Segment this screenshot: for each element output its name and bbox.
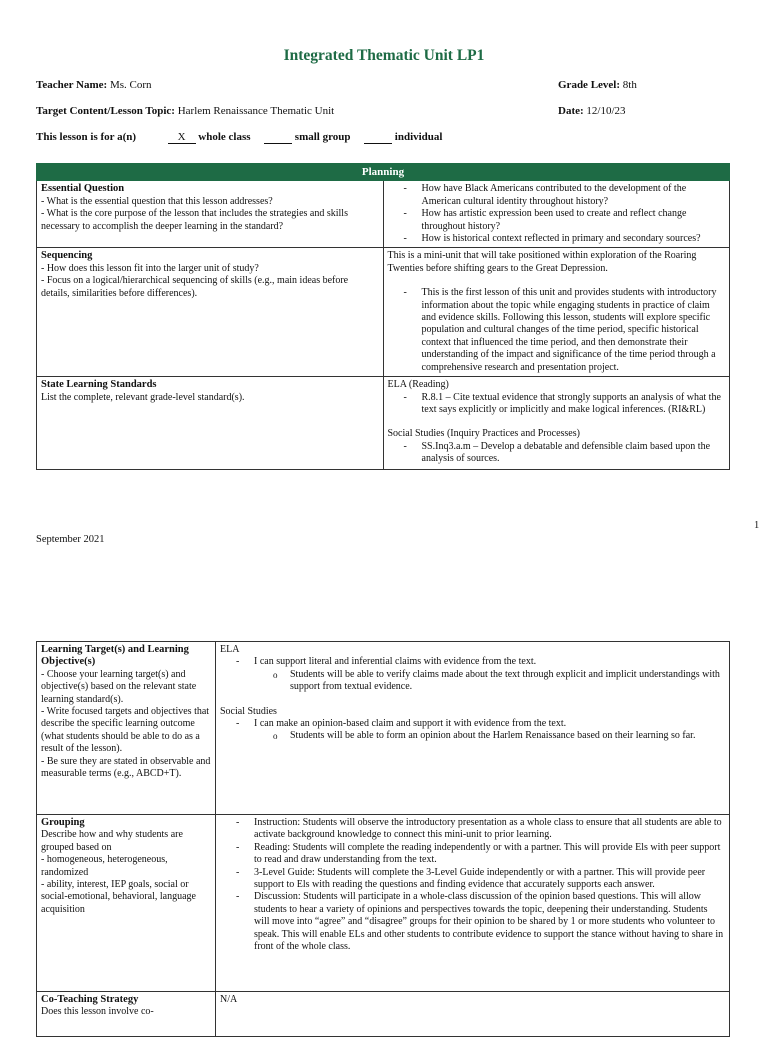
footer-date: September 2021 [36,534,105,545]
whole-class-label: whole class [198,131,251,143]
lesson-for-label: This lesson is for a(n) [36,131,137,143]
lesson-for-line [36,131,442,144]
ela-reading-heading: ELA (Reading) [387,379,449,391]
sequencing-desc-2: - Focus on a logical/hierarchical sequencing of skills (e.g., main ideas before details, similarities before differences). [41,275,349,299]
essential-item: - How is historical context reflected in primary and secondary sources? [422,233,726,245]
teacher-name-label: Teacher Name: [36,79,108,91]
date-label: Date: [558,105,584,117]
individual-label: individual [394,131,443,143]
small-group-blank [264,131,292,144]
grouping-item: - Reading: Students will complete the reading independently or with a partner. This will provide Els with peer support to read and draw understanding from the text. [254,842,725,867]
grouping-desc-3: - ability, interest, IEP goals, social or social-emotional, behavioral, language acquisition [41,879,196,915]
ela-standard-item: - R.8.1 – Cite textual evidence that strongly supports an analysis of what the text says explicitly or implicitly and make logical inferences. (RI&RL) [422,392,726,417]
standards-label: State Learning Standards [41,379,157,391]
sequencing-intro: This is a mini-unit that will take positioned within exploration of the Roaring Twenties before shifting gears to the Great Depression. [387,250,697,274]
document-title: Integrated Thematic Unit LP1 [283,47,485,64]
grouping-label: Grouping [41,817,85,828]
targets-desc-1: - Choose your learning target(s) and objective(s) based on the relevant state learning standard(s). [41,668,197,705]
grade-level-line [558,79,637,91]
planning-table-continued [36,641,730,1037]
ela-heading: ELA [220,644,240,655]
planning-table [36,163,730,470]
ela-target: - I can support literal and inferential claims with evidence from the text. [254,656,725,668]
grouping-row [37,815,730,992]
essential-question-label: Essential Question [41,183,125,195]
essential-desc-1: - What is the essential question that this lesson addresses? [41,195,273,207]
essential-item: - How have Black Americans contributed to the development of the American cultural identity throughout history? [422,183,726,208]
standards-desc: List the complete, relevant grade-level standard(s). [41,391,245,403]
grouping-desc-2: - homogeneous, heterogeneous, randomized [41,854,168,878]
grouping-item: - Instruction: Students will observe the introductory presentation as a whole class to ensure that all students are able to activate background knowledge to connect this mini-unit to prior learning. [254,817,725,842]
grouping-item: - 3-Level Guide: Students will complete the 3-Level Guide independently or with a partner. This will provide peer support to Els with reading the questions and finding evidence that accurately supports each answer. [254,867,725,892]
small-group-label: small group [294,131,351,143]
sequencing-desc-1: - How does this lesson fit into the larger unit of study? [41,262,259,274]
co-teaching-label: Co-Teaching Strategy [41,994,139,1005]
lesson-topic-label: Target Content/Lesson Topic: [36,105,175,117]
essential-item: - How has artistic expression been used to create and reflect change throughout history? [422,208,726,233]
grouping-item: - Discussion: Students will participate in a whole-class discussion of the opinion based questions. This will allow students to hear a variety of opinions and perspectives towards the topic, deepening their understanding. Students will move into “agree” and “disagree” groups for their opinion to be shared by 1 or more students who volunteer to speak. This will enable ELs and other students to contribute evidence to support the stance without having to share in front of the whole class. [254,891,725,953]
teacher-name-line [36,79,152,91]
grade-level-label: Grade Level: [558,79,621,91]
learning-targets-label: Learning Target(s) and Learning Objective(s) [41,644,189,668]
targets-desc-3: - Be sure they are stated in observable and measurable terms (e.g., ABCD+T). [41,755,211,780]
grade-level-value: 8th [622,79,637,91]
whole-class-mark: X [168,131,196,144]
essential-question-row [37,181,730,248]
social-studies-standard-item: - SS.Inq3.a.m – Develop a debatable and defensible claim based upon the analysis of sources. [422,441,726,466]
social-studies-heading: Social Studies (Inquiry Practices and Processes) [387,428,580,440]
co-teaching-desc: Does this lesson involve co- [41,1006,154,1018]
targets-desc-2: - Write focused targets and objectives that describe the specific learning outcome (what students should be able to do as a result of the lesson). [41,706,210,755]
page-number: 1 [754,520,760,531]
co-teaching-row [37,992,730,1037]
social-studies-target: - I can make an opinion-based claim and support it with evidence from the text. [254,718,725,730]
lesson-topic-line [36,105,334,117]
essential-desc-2: - What is the core purpose of the lesson that includes the strategies and skills necessary to accomplish the deeper learning in the standard? [41,208,348,232]
learning-targets-row [37,642,730,815]
sequencing-row [37,248,730,377]
planning-heading: Planning [37,164,730,181]
lesson-topic-value: Harlem Renaissance Thematic Unit [177,105,335,117]
co-teaching-value: N/A [220,994,238,1005]
social-studies-target-heading: Social Studies [220,705,277,717]
grouping-desc-1: Describe how and why students are grouped based on [41,829,183,853]
ela-objective: o Students will be able to verify claims made about the text through explicit and implicit understandings with support from textual evidence. [290,669,725,694]
social-studies-objective: o Students will be able to form an opinion about the Harlem Renaissance based on their learning so far. [290,730,725,742]
teacher-name-value: Ms. Corn [109,79,152,91]
date-line [558,105,626,117]
individual-blank [364,131,392,144]
sequencing-label: Sequencing [41,250,93,262]
sequencing-item: - This is the first lesson of this unit and provides students with introductory information about the topic while engaging students in practice of claim and evidence skills. Following this lesson, students will explore specific population and cultural changes of the time period, specific historical context that influenced the time period, and then demonstrate their understanding of the impact and significance of the time period through a comprehensive research and presentation project. [422,287,726,374]
date-value: 12/10/23 [586,105,626,117]
state-standards-row [37,377,730,470]
